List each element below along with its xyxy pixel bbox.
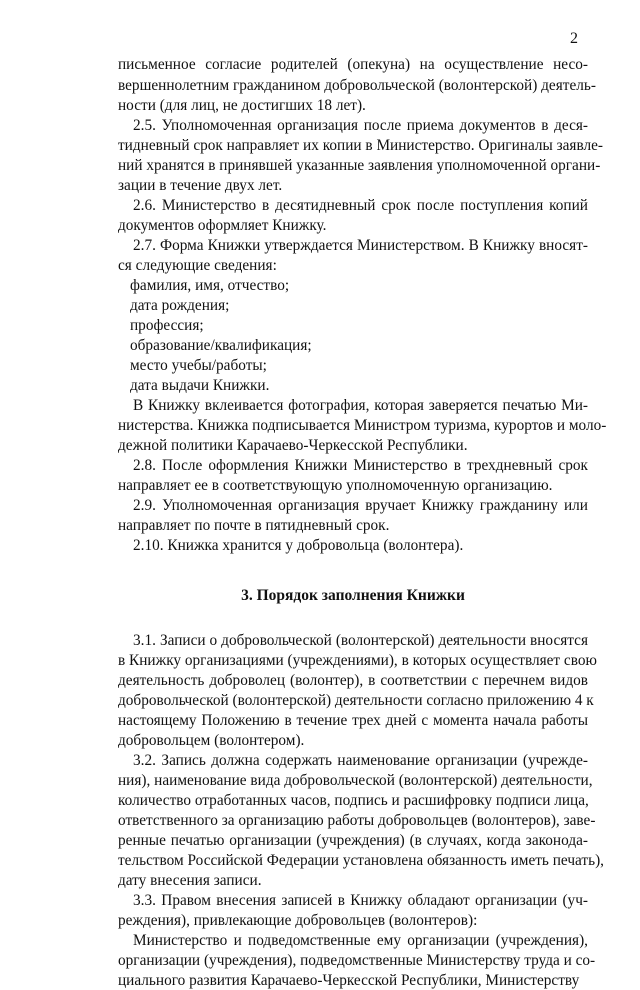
paragraph-3-2-line: 3.2. Запись должна содержать наименование организации (учрежде- bbox=[133, 752, 588, 769]
paragraph-3-1-line: 3.1. Записи о добровольческой (волонтерской) деятельности вносятся bbox=[133, 632, 588, 649]
paragraph-2-10-line: 2.10. Книжка хранится у добровольца (волонтера). bbox=[133, 537, 464, 554]
paragraph-2-8-line: направляет ее в соответствующую уполномоченную организацию. bbox=[118, 477, 553, 494]
paragraph-3-1-line: добровольческой (волонтерской) деятельности согласно приложению 4 к bbox=[118, 692, 594, 709]
paragraph-2-5-line: ний хранятся в принявшей указанные заявления уполномоченной органи- bbox=[118, 157, 601, 174]
list-item: дата выдачи Книжки. bbox=[130, 377, 270, 394]
paragraph-2-6-line: документов оформляет Книжку. bbox=[118, 217, 327, 234]
section-heading: 3. Порядок заполнения Книжки bbox=[241, 587, 465, 604]
list-item: дата рождения; bbox=[130, 297, 230, 314]
paragraph-2-9-line: направляет по почте в пятидневный срок. bbox=[118, 517, 390, 534]
paragraph-2-9-line: 2.9. Уполномоченная организация вручает Книжку гражданину или bbox=[133, 497, 588, 514]
paragraph-3-3-line: 3.3. Правом внесения записей в Книжку обладают организации (уч- bbox=[133, 892, 588, 909]
paragraph-2-6-line: 2.6. Министерство в десятидневный срок после поступления копий bbox=[133, 197, 588, 214]
paragraph-3-3-line: реждения), привлекающие добровольцев (волонтеров): bbox=[118, 912, 478, 929]
paragraph-3-1-line: в Книжку организациями (учреждениями), в которых осуществляет свою bbox=[118, 652, 597, 669]
paragraph-2-5-line: тидневный срок направляет их копии в Министерство. Оригиналы заявле- bbox=[118, 137, 604, 154]
paragraph-2-7-line: 2.7. Форма Книжки утверждается Министерством. В Книжку вносят- bbox=[133, 237, 588, 254]
page-number: 2 bbox=[570, 30, 578, 47]
paragraph-2-7-line: ся следующие сведения: bbox=[118, 257, 277, 274]
paragraph-3-2-line: ренные печатью организации (учреждения) (в случаях, когда законода- bbox=[118, 832, 588, 849]
paragraph-2-5-line: зации в течение двух лет. bbox=[118, 177, 283, 194]
paragraph-3-2-line: ответственного за организацию работы добровольцев (волонтеров), заве- bbox=[118, 812, 596, 829]
list-item: место учебы/работы; bbox=[130, 357, 267, 374]
paragraph-3-2-line: ния), наименование вида добровольческой (волонтерской) деятельности, bbox=[118, 772, 593, 789]
text-line: письменное согласие родителей (опекуна) на осуществление несо- bbox=[118, 56, 588, 73]
paragraph-3-2-line: количество отработанных часов, подпись и расшифровку подписи лица, bbox=[118, 792, 589, 809]
paragraph-3-2-line: дату внесения записи. bbox=[118, 872, 262, 889]
paragraph-ministry-line: Министерство и подведомственные ему организации (учреждения), bbox=[133, 932, 588, 949]
paragraph-2-5-line: 2.5. Уполномоченная организация после приема документов в деся- bbox=[133, 117, 588, 134]
paragraph-photo-line: В Книжку вклеивается фотография, которая заверяется печатью Ми- bbox=[133, 397, 588, 414]
paragraph-ministry-line: циального развития Карачаево-Черкесской Республики, Министерству bbox=[118, 972, 580, 989]
text-line: ности (для лиц, не достигших 18 лет). bbox=[118, 97, 366, 114]
paragraph-ministry-line: организации (учреждения), подведомственные Министерству труда и со- bbox=[118, 952, 596, 969]
paragraph-3-1-line: настоящему Положению в течение трех дней с момента начала работы bbox=[118, 712, 588, 729]
paragraph-3-1-line: деятельность доброволец (волонтер), в соответствии с перечнем видов bbox=[118, 672, 588, 689]
list-item: профессия; bbox=[130, 317, 204, 334]
paragraph-3-2-line: тельством Российской Федерации установлена обязанность иметь печать), bbox=[118, 852, 604, 869]
paragraph-photo-line: дежной политики Карачаево-Черкесской Республики. bbox=[118, 437, 468, 454]
paragraph-2-8-line: 2.8. После оформления Книжки Министерство в трехдневный срок bbox=[133, 457, 588, 474]
paragraph-3-1-line: добровольцем (волонтером). bbox=[118, 732, 305, 749]
list-item: образование/квалификация; bbox=[130, 337, 312, 354]
list-item: фамилия, имя, отчество; bbox=[130, 277, 290, 294]
paragraph-photo-line: нистерства. Книжка подписывается Министром туризма, курортов и моло- bbox=[118, 417, 607, 434]
text-line: вершеннолетним гражданином добровольческой (волонтерской) деятель- bbox=[118, 77, 596, 94]
